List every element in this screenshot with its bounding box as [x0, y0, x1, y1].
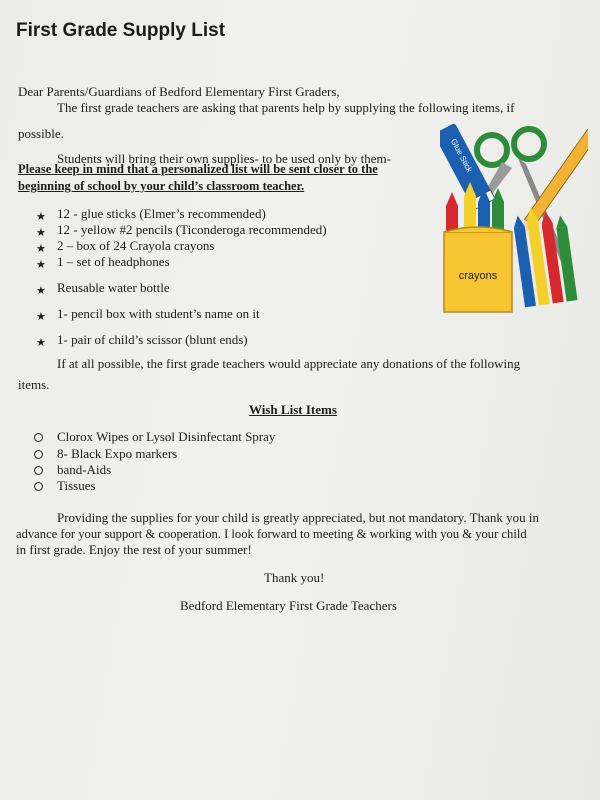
greeting: Dear Parents/Guardians of Bedford Elementary First Graders, [18, 84, 340, 99]
star-bullet-icon: ★ [36, 259, 46, 271]
circle-bullet-icon [34, 466, 43, 475]
school-supplies-clipart [440, 122, 588, 314]
donation-note-line-2: items. [18, 377, 50, 392]
personalized-note-line-1: Please keep in mind that a personalized list will be sent closer to the [18, 162, 378, 176]
list-item: 8- Black Expo markers [57, 446, 178, 461]
signature: Bedford Elementary First Grade Teachers [180, 598, 397, 613]
donation-note-line-1: If at all possible, the first grade teachers would appreciate any donations of the following [57, 356, 521, 371]
crayon-box-icon [444, 227, 512, 312]
personalized-note-line-2: beginning of school by your child’s classroom teacher. [18, 179, 305, 193]
intro-line-2: possible. [18, 126, 64, 141]
list-item: Clorox Wipes or Lysol Disinfectant Spray [57, 429, 276, 444]
closing-line-2: advance for your support & cooperation. I look forward to meeting & working with you & your child [16, 527, 527, 541]
wish-list-title: Wish List Items [249, 402, 337, 417]
closing-line-1: Providing the supplies for your child is greatly appreciated, but not mandatory. Thank you in [57, 510, 539, 525]
thank-you: Thank you! [264, 570, 325, 585]
star-bullet-icon: ★ [36, 227, 46, 239]
list-item: 2 – box of 24 Crayola crayons [57, 238, 215, 253]
circle-bullet-icon [34, 482, 43, 491]
page-title: First Grade Supply List [16, 20, 226, 41]
closing-line-3: in first grade. Enjoy the rest of your summer! [16, 542, 252, 557]
list-item: Tissues [57, 478, 96, 493]
list-item: 12 - yellow #2 pencils (Ticonderoga recommended) [57, 222, 327, 237]
list-item: band-Aids [57, 462, 112, 477]
list-item: 1 – set of headphones [57, 254, 170, 269]
star-bullet-icon: ★ [36, 311, 46, 323]
star-bullet-icon: ★ [36, 337, 46, 349]
circle-bullet-icon [34, 433, 43, 442]
svg-text:crayons: crayons [458, 270, 498, 282]
star-bullet-icon: ★ [36, 243, 46, 255]
svg-text:Glue Stick: Glue Stick [448, 137, 474, 174]
list-item: Reusable water bottle [57, 280, 170, 295]
circle-bullet-icon [34, 450, 43, 459]
intro-line-1: The first grade teachers are asking that parents help by supplying the following items, if [57, 100, 515, 115]
star-bullet-icon: ★ [36, 211, 46, 223]
list-item: 12 - glue sticks (Elmer’s recommended) [57, 206, 266, 221]
star-bullet-icon: ★ [36, 285, 46, 297]
students-note: Students will bring their own supplies- to be used only by them- [57, 151, 391, 166]
list-item: 1- pencil box with student’s name on it [57, 306, 260, 321]
list-item: 1- pair of child’s scissor (blunt ends) [57, 332, 248, 347]
